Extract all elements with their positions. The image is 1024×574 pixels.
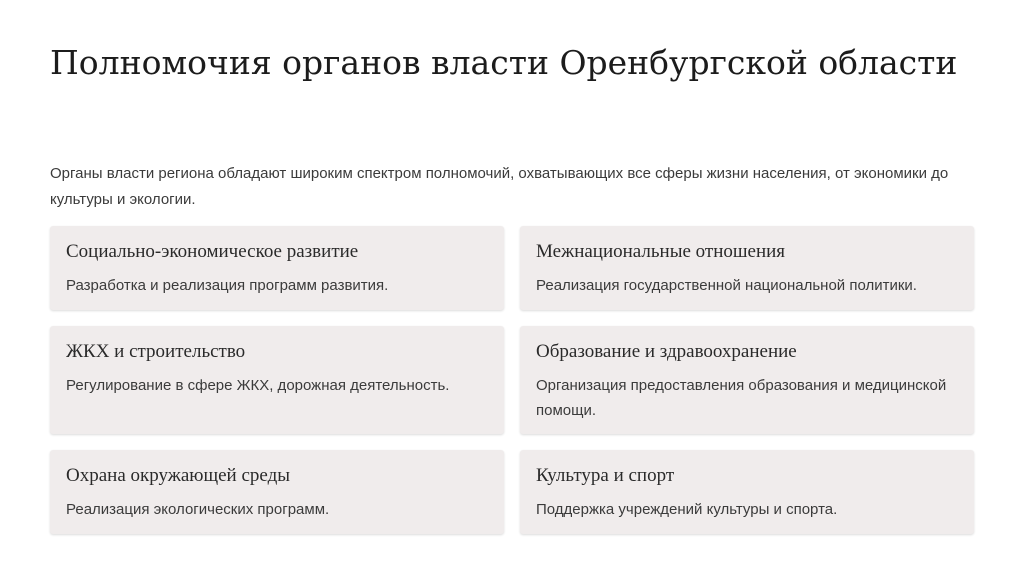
card-interethnic-relations xyxy=(520,226,974,310)
card-title: Культура и спорт xyxy=(536,465,675,486)
card-title: Социально-экономическое развитие xyxy=(66,241,359,262)
card-text: Поддержка учреждений культуры и спорта. xyxy=(536,501,838,518)
card-environment xyxy=(50,450,504,534)
card-culture-sport xyxy=(520,450,974,534)
card-text: Реализация экологических программ. xyxy=(66,501,330,518)
card-title: ЖКХ и строительство xyxy=(66,341,246,362)
card-housing-construction xyxy=(50,326,504,434)
intro-paragraph: Органы власти региона обладают широким спектром полномочий, охватывающих все сферы жизни населения, от экономики до культуры и экологии. xyxy=(50,165,949,208)
card-title: Охрана окружающей среды xyxy=(66,465,291,486)
card-text: Реализация государственной национальной политики. xyxy=(536,277,917,294)
page-title: Полномочия органов власти Оренбургской области xyxy=(50,43,958,82)
card-education-healthcare xyxy=(520,326,974,434)
card-title: Образование и здравоохранение xyxy=(536,341,797,362)
card-text: Организация предоставления образования и медицинской помощи. xyxy=(536,377,947,419)
card-title: Межнациональные отношения xyxy=(536,241,786,262)
card-socio-economic xyxy=(50,226,504,310)
card-text: Регулирование в сфере ЖКХ, дорожная деятельность. xyxy=(66,377,450,394)
card-text: Разработка и реализация программ развития. xyxy=(66,277,389,294)
